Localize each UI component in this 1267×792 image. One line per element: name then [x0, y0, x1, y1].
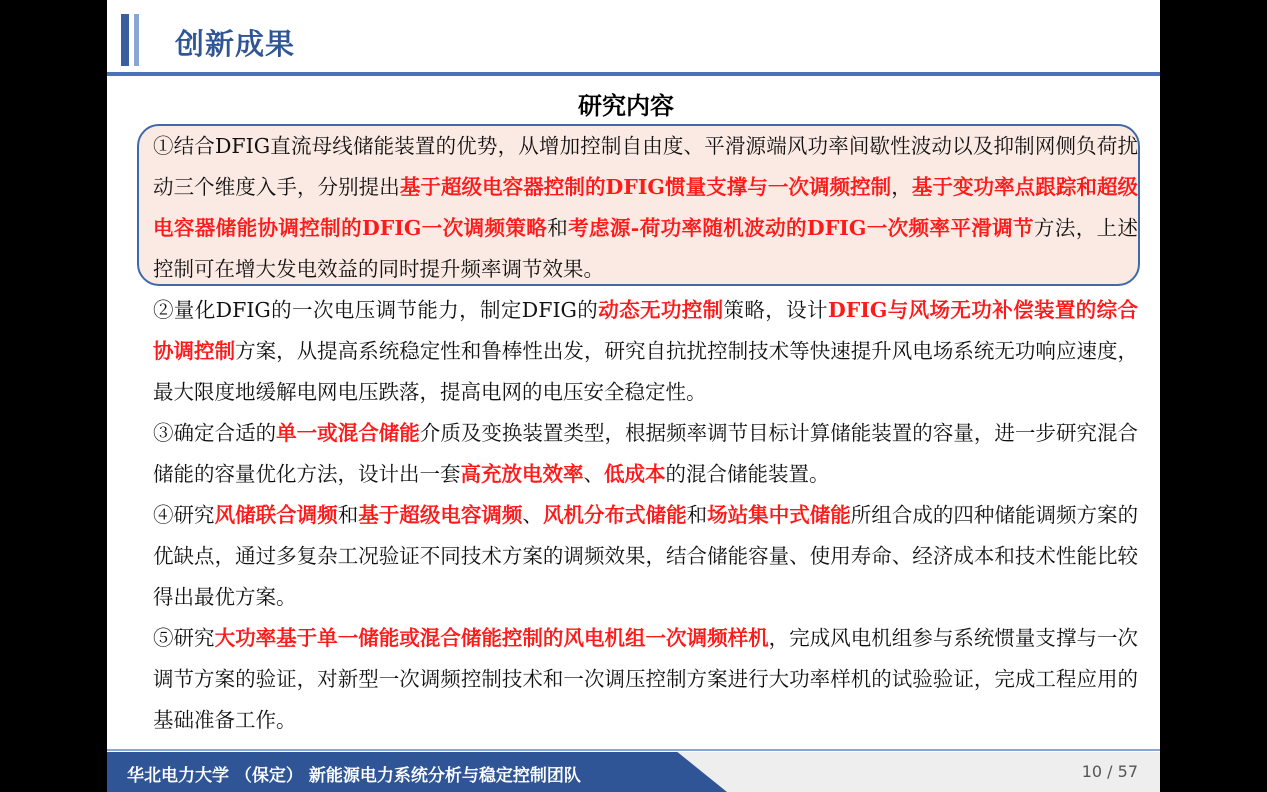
body-text: ④研究 — [153, 503, 215, 527]
highlight-text: 风储联合调频 — [214, 503, 338, 527]
paragraph-5 — [153, 618, 1138, 741]
paragraph-3 — [153, 413, 1138, 495]
body-text: ③确定合适的 — [153, 421, 277, 445]
paragraph-2 — [153, 290, 1138, 413]
highlight-text: 单一或混合储能 — [276, 421, 420, 445]
body-text: 和 — [547, 216, 569, 240]
paragraph-4 — [153, 495, 1138, 618]
header-divider — [107, 72, 1160, 76]
body-text: 方案，从提高系统稳定性和鲁棒性出发，研究自抗扰控制技术等快速提升风电场系统无功响应速度，最大限度地缓解电网电压跌落，提高电网的电压安全稳定性。 — [153, 339, 1139, 404]
body-text: ， — [891, 175, 912, 199]
body-text: 所组合成的四种储能调频方案的优缺点，通过多复杂工况验证不同技术方案的调频效果，结合储能容量、使用寿命、经济成本和技术性能比较得出最优方案。 — [153, 503, 1139, 609]
paragraph-1 — [153, 126, 1138, 290]
body-text: 、 — [583, 462, 604, 486]
body-text: ⑤研究 — [153, 626, 215, 650]
footer-divider — [107, 749, 1160, 751]
highlight-text: 高充放电效率 — [460, 462, 584, 486]
page-number: 10 / 57 — [1081, 762, 1138, 781]
highlight-text: 大功率基于单一储能或混合储能控制的风电机组一次调频样机 — [214, 626, 769, 650]
highlight-text: 低成本 — [604, 462, 666, 486]
highlight-text: DFIG与风场无功补偿装置的综合协调控制 — [153, 298, 1138, 363]
body-text: 和 — [337, 503, 359, 527]
body-text: ，完成风电机组参与系统惯量支撑与一次调节方案的验证，对新型一次调频控制技术和一次调压控制方案进行大功率样机的试验验证，完成工程应用的基础准备工作。 — [153, 626, 1139, 732]
body-text: ①结合DFIG直流母线储能装置的优势，从增加控制自由度、平滑源端风功率间歇性波动以及抑制网侧负荷扰动三个维度入手，分别提出 — [153, 134, 1138, 199]
highlight-text: 考虑源-荷功率随机波动的DFIG一次频率平滑调节 — [568, 216, 1034, 240]
page-title: 创新成果 — [175, 27, 296, 61]
slide — [107, 0, 1160, 792]
highlight-text: 动态无功控制 — [598, 298, 724, 322]
header-accent-bar — [121, 14, 129, 66]
body-text: 、 — [522, 503, 543, 527]
content-body — [153, 126, 1138, 741]
body-text: 策略，设计 — [723, 298, 828, 322]
highlight-text: 基于变功率点跟踪和超级电容器储能协调控制的DFIG一次调频策略 — [153, 175, 1139, 240]
body-text: ②量化DFIG的一次电压调节能力，制定DFIG的 — [153, 298, 599, 322]
header-accent-bar-light — [134, 14, 139, 66]
highlight-text: 基于超级电容调频 — [358, 503, 523, 527]
highlight-text: 风机分布式储能 — [542, 503, 687, 527]
body-text: 介质及变换装置类型，根据频率调节目标计算储能装置的容量，进一步研究混合储能的容量优化方法，设计出一套 — [153, 421, 1139, 486]
body-text: 方法，上述控制可在增大发电效益的同时提升频率调节效果。 — [153, 216, 1139, 281]
footer-org: 华北电力大学 （保定） 新能源电力系统分析与稳定控制团队 — [127, 766, 581, 786]
body-text: 和 — [686, 503, 708, 527]
body-text: 的混合储能装置。 — [665, 462, 830, 486]
highlight-text: 基于超级电容器控制的DFIG惯量支撑与一次调频控制 — [399, 175, 892, 199]
highlight-text: 场站集中式储能 — [707, 503, 851, 527]
section-title: 研究内容 — [578, 92, 674, 120]
